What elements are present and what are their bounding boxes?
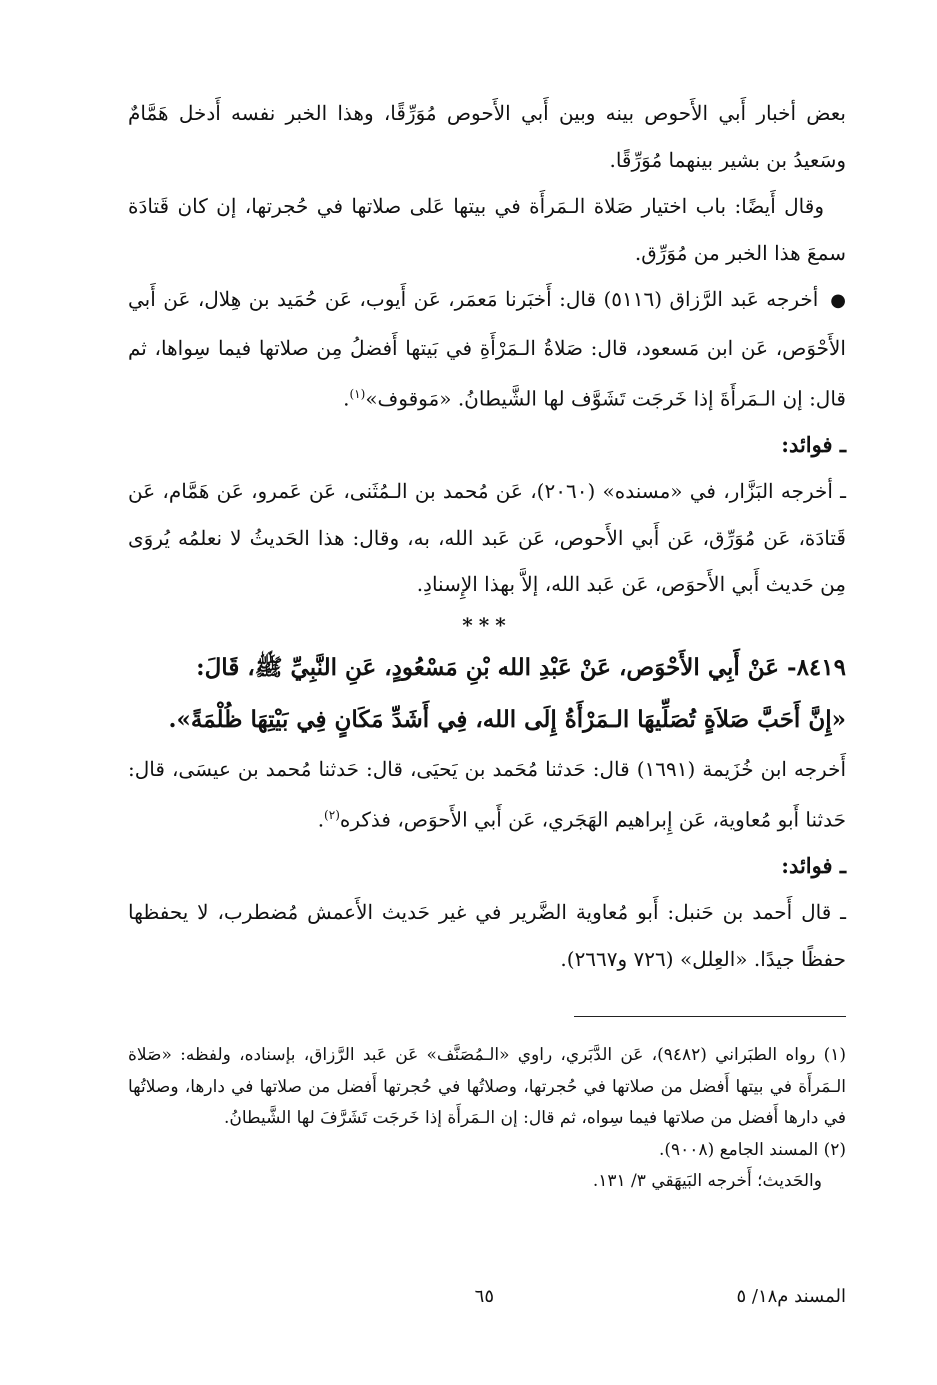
hadith-heading: ٨٤١٩- عَنْ أَبِي الأَحْوَص، عَنْ عَبْدِ الله بْنِ مَسْعُودٍ، عَنِ النَّبِيِّ ﷺ، قَالَ: bbox=[196, 653, 846, 681]
paragraph: بعض أخبار أَبي الأَحوص بينه وبين أَبي الأَحوص مُوَرِّقًا، وهذا الخبر نفسه أَدخل هَمَّامٌ وسَعيدُ بن بشير بينهما مُوَرِّقًا. bbox=[128, 101, 846, 172]
footnote-separator bbox=[574, 1016, 846, 1017]
signature-mark: المسند م١٨/ ٥ bbox=[736, 1286, 846, 1307]
paragraph: ـ قال أَحمد بن حَنبل: أَبو مُعاوية الضَّرير في غير حَديث الأَعمش مُضطرب، لا يحفظها حفظًا جيدًا. «العِلل» (٧٢٦ و٢٦٦٧). bbox=[128, 900, 846, 971]
paragraph-text: أَخرجه ابن خُزَيمة (١٦٩١) قال: حَدثنا مُحَمد بن يَحيَى، قال: حَدثنا مُحمد بن عيسَى، قال: حَدثنا أَبو مُعاوية، عَن إِبراهيم الهَجَري، عَن أَبي الأَحوَص، فذكره bbox=[128, 756, 847, 832]
page-footer bbox=[128, 1286, 846, 1316]
paragraph: ●أخرجه عَبد الرَّزاق (٥١١٦) قال: أَخبَرنا مَعمَر، عَن أَيوب، عَن حُمَيد بن هِلال، عَن أَبي الأَحْوَص، عَن ابن مَسعود، قال: صَلاةُ الـمَرْأَةِ في بَيتها أَفضلُ مِن صلاتها فيما سِواها، ثم قال: إن الـمَرأَةَ إذا خَرجَت تَشَوَّف لها الشَّيطانُ. «مَوقوف»$^{(١)}$. bbox=[128, 276, 846, 422]
main-text bbox=[128, 90, 846, 982]
footnote-ref[interactable]: (١) bbox=[349, 387, 366, 401]
section-heading: ـ فوائد: bbox=[781, 432, 846, 458]
page-number: ٦٥ bbox=[474, 1286, 494, 1307]
section-heading: ـ فوائد: bbox=[781, 853, 846, 879]
footnote: (١) رواه الطبَراني (٩٤٨٢)، عَن الدَّبَري، راوي «الـمُصَنَّف» عَن عَبد الرَّزاق، بإسناده، ولفظه: «صَلاة الـمَرأَة في بيتها أَفضل من صلاتها في حُجرتها، وصلاتُها في حُجرتها أَفضل من صلاتها في دارها، وصلاتُها في دارها أَفضل من صلاتها فيما سِواه، ثم قال: إن الـمَرأَة إذا خَرجَت تَشَرَّفَ لها الشَّيطانُ. bbox=[128, 1045, 846, 1128]
hadith-text: «إِنَّ أَحَبَّ صَلاَةٍ تُصَلِّيهَا الـمَرْأَةُ إِلَى الله، فِي أَشَدِّ مَكَانٍ فِي بَيْتِهَا ظُلْمَةً». bbox=[168, 705, 846, 733]
paragraph: أَخرجه ابن خُزَيمة (١٦٩١) قال: حَدثنا مُحَمد بن يَحيَى، قال: حَدثنا مُحمد بن عيسَى، قال: حَدثنا أَبو مُعاوية، عَن إِبراهيم الهَجَري، عَن أَبي الأَحوَص، فذكره$^{(٢)}$. bbox=[128, 756, 847, 832]
paragraph: ـ أخرجه البَزَّار، في «مسنده» (٢٠٦٠)، عَن مُحمد بن الـمُثَنى، عَن عَمرو، عَن هَمَّام، عَن قَتادَة، عَن مُوَرِّق، عَن أَبي الأَحوص، عَن عَبد الله، به، وقال: هذا الحَديثُ لا نعلمُه يُروَى مِن حَديث أَبي الأَحوَص، عَن عَبد الله، إلاَّ بهذا الإِسنادِ. bbox=[128, 479, 846, 597]
separator-stars: *** bbox=[462, 612, 512, 637]
footnote: والحَديث؛ أَخرجه البَيهَقي ٣/ ١٣١. bbox=[592, 1171, 822, 1191]
footnote: (٢) المسند الجامع (٩٠٠٨). bbox=[659, 1139, 846, 1160]
footnote-ref[interactable]: (٢) bbox=[324, 808, 340, 823]
bullet-icon: ● bbox=[830, 290, 846, 311]
footnotes bbox=[128, 1040, 846, 1198]
paragraph-text: أخرجه عَبد الرَّزاق (٥١١٦) قال: أَخبَرنا مَعمَر، عَن أَيوب، عَن حُمَيد بن هِلال، عَن أَبي الأَحْوَص، عَن ابن مَسعود، قال: صَلاةُ الـمَرْأَةِ في بَيتها أَفضلُ مِن صلاتها فيما سِواها، ثم قال: إن الـمَرأَةَ إذا خَرجَت تَشَوَّف لها الشَّيطانُ. «مَوقوف» bbox=[128, 287, 846, 411]
paragraph: وقال أَيضًا: باب اختيار صَلاة الـمَرأَة في بيتها عَلى صلاتها في حُجرتها، إن كان قَتادَة سمعَ هذا الخبر من مُوَرِّق. bbox=[128, 194, 846, 265]
